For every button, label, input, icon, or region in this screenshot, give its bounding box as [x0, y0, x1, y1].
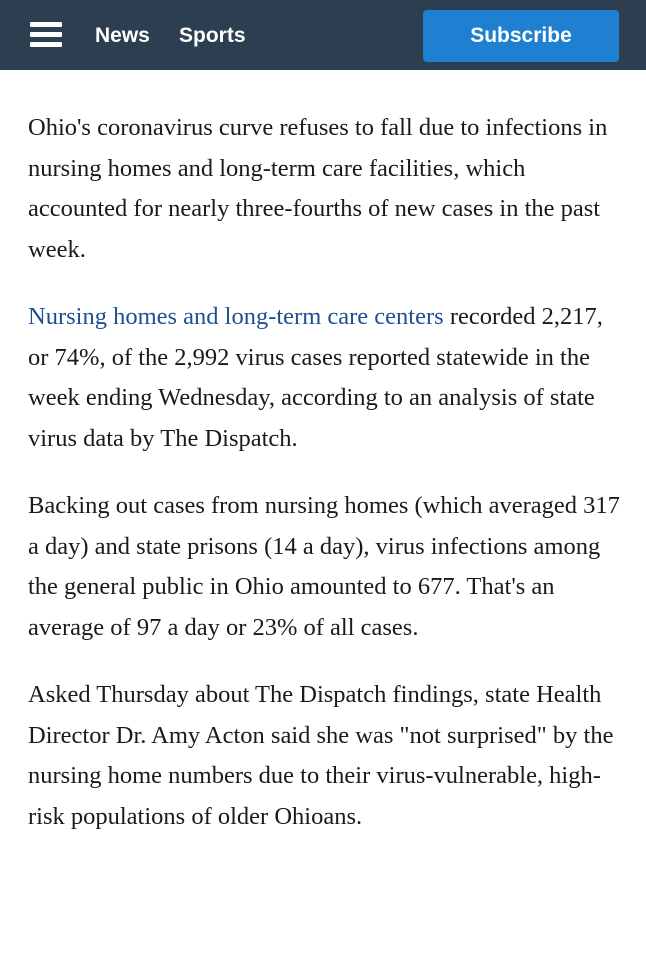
article-paragraph-4: Asked Thursday about The Dispatch findings, state Health Director Dr. Amy Acton said she was "not surprised" by the nursing home numbers due to their virus-vulnerable, high-risk populations of older Ohioans. [28, 681, 614, 830]
article-body [28, 108, 620, 864]
article-paragraph-2-text: recorded 2,217, or 74%, of the 2,992 virus cases reported statewide in the week ending Wednesday, according to an analysis of state virus data by The Dispatch. [28, 303, 603, 452]
hamburger-menu-icon[interactable] [30, 22, 62, 48]
nav-link-sports[interactable]: Sports [179, 24, 246, 47]
article-paragraph-3: Backing out cases from nursing homes (which averaged 317 a day) and state prisons (14 a day), virus infections among the general public in Ohio amounted to 677. That's an average of 97 a day or 23% of all cases. [28, 492, 620, 641]
top-navigation-bar [0, 0, 646, 70]
nav-link-news[interactable]: News [95, 24, 150, 47]
nursing-homes-link[interactable]: Nursing homes and long-term care centers [28, 303, 444, 330]
article-paragraph-1: Ohio's coronavirus curve refuses to fall due to infections in nursing homes and long-term care facilities, which accounted for nearly three-fourths of new cases in the past week. [28, 114, 608, 263]
subscribe-button[interactable]: Subscribe [423, 10, 619, 62]
article-paragraph-2 [28, 297, 620, 459]
